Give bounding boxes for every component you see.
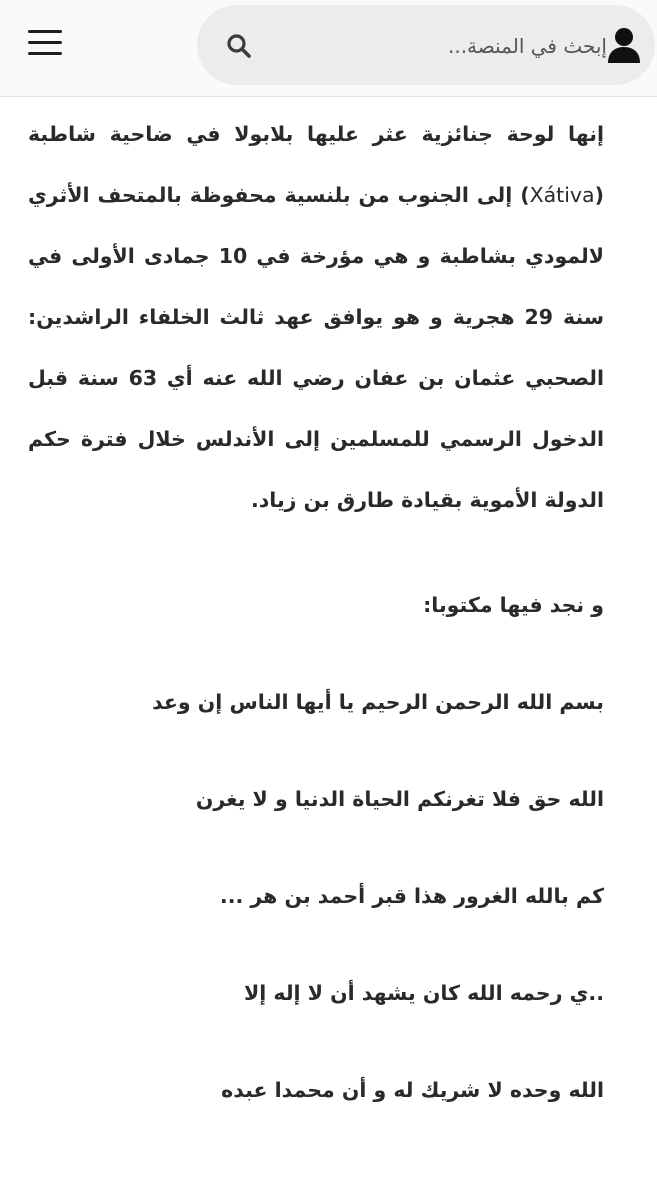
menu-line <box>28 41 62 44</box>
inscription-lines <box>28 672 604 1121</box>
search-icon[interactable] <box>225 32 253 60</box>
article-body <box>28 104 604 1121</box>
search-input[interactable] <box>277 25 613 67</box>
inscription-line: الله حق فلا تغرنكم الحياة الدنيا و لا يغرن <box>195 787 604 811</box>
menu-line <box>28 30 62 33</box>
intro-text-start: إنها لوحة جنائزية عثر عليها بلابولا في ضاحية شاطبة ( <box>28 122 604 207</box>
article-intro-paragraph <box>28 104 604 531</box>
search-box[interactable] <box>197 5 655 85</box>
inscription-line: كم بالله الغرور هذا قبر أحمد بن هر ... <box>219 884 604 908</box>
inscription-line: الله وحده لا شريك له و أن محمدا عبده <box>221 1078 604 1102</box>
inscription-lead: و نجد فيها مكتوبا: <box>423 593 604 617</box>
inscription-line: بسم الله الرحمن الرحيم يا أيها الناس إن وعد <box>152 690 604 714</box>
top-bar <box>0 0 657 97</box>
menu-line <box>28 52 62 55</box>
hamburger-menu-icon[interactable] <box>26 28 66 60</box>
intro-text-end: ) إلى الجنوب من بلنسية محفوظة بالمتحف الأثري لالمودي بشاطبة و هي مؤرخة في 10 جمادى الأولى في سنة 29 هجرية و هو يوافق عهد ثالث الخلفاء الراشدين: الصحبي عثمان بن عفان رضي الله عنه أي 63 سنة قبل الدخول الرسمي للمسلمين إلى الأندلس خلال فترة حكم الدولة الأموية بقيادة طارق بن زياد. <box>28 183 604 512</box>
user-icon[interactable] <box>606 26 642 64</box>
intro-latin-name: Xátiva <box>529 183 595 207</box>
inscription-line: ..ي رحمه الله كان يشهد أن لا إله إلا <box>243 981 604 1005</box>
